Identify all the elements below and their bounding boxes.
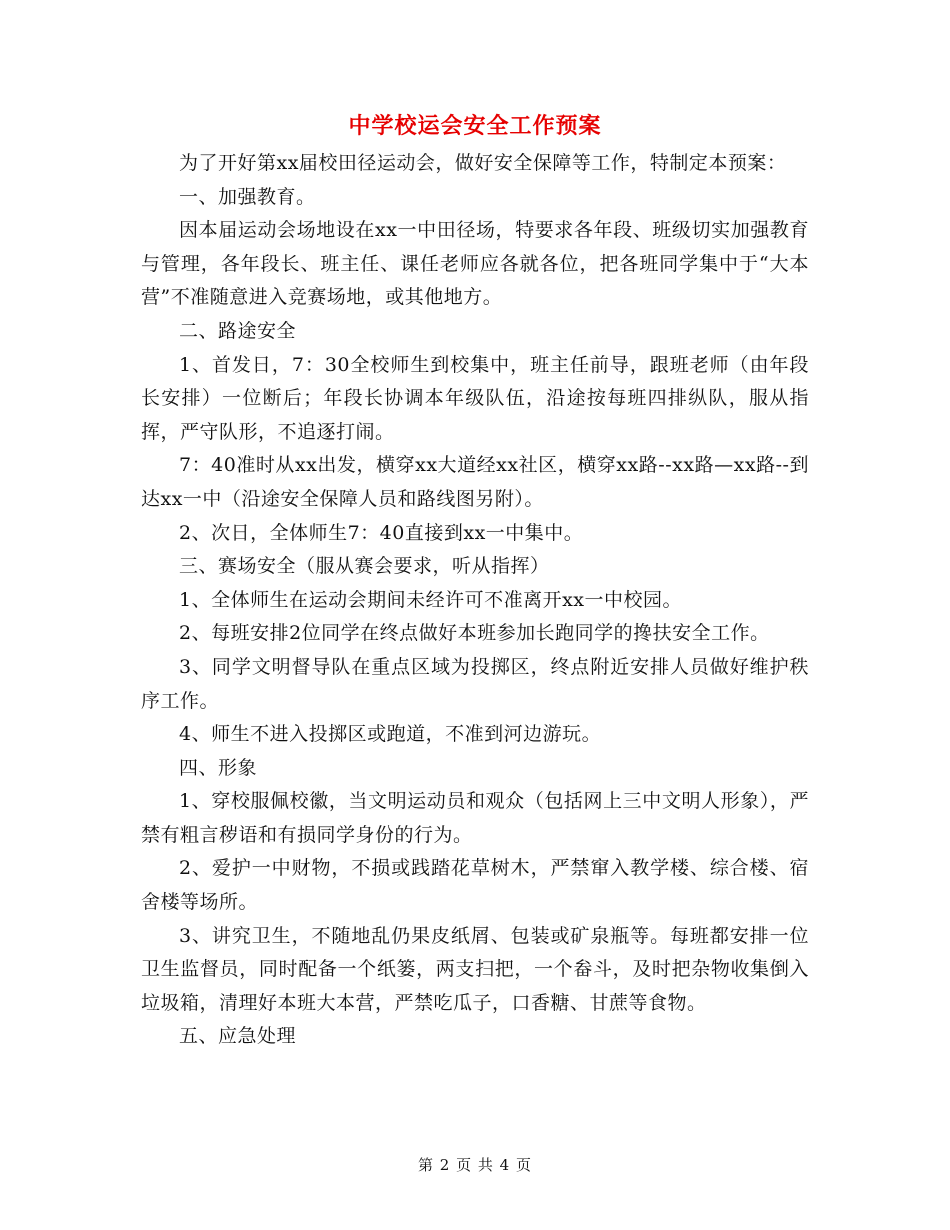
document-title: 中学校运会安全工作预案 <box>348 113 602 139</box>
paragraph-intro: 为了开好第xx届校田径运动会，做好安全保障等工作，特制定本预案： <box>179 152 787 174</box>
paragraph-image-1: 1、穿校服佩校徽，当文明运动员和观众（包括网上三中文明人形象），严禁有粗言秽语和有损同学身份的行为。 <box>141 790 809 846</box>
page-number-footer: 第 2 页 共 4 页 <box>418 1156 532 1174</box>
section-heading-venue-safety: 三、赛场安全（服从赛会要求，听从指挥） <box>179 555 550 578</box>
paragraph-venue-safety-1: 1、全体师生在运动会期间未经许可不准离开xx一中校园。 <box>179 588 683 611</box>
section-heading-emergency: 五、应急处理 <box>179 1025 297 1048</box>
paragraph-venue-safety-2: 2、每班安排2位同学在终点做好本班参加长跑同学的搀扶安全工作。 <box>179 622 770 645</box>
paragraph-venue-safety-4: 4、师生不进入投掷区或跑道，不准到河边游玩。 <box>179 723 602 746</box>
section-heading-road-safety: 二、路途安全 <box>179 319 297 342</box>
paragraph-education: 因本届运动会场地设在xx一中田径场，特要求各年段、班级切实加强教育与管理，各年段长、班主任、课任老师应各就各位，把各班同学集中于“大本营”不准随意进入竞赛场地，或其他地方。 <box>141 219 809 309</box>
section-heading-image: 四、形象 <box>179 756 258 779</box>
section-heading-education: 一、加强教育。 <box>179 185 316 208</box>
paragraph-image-3: 3、讲究卫生，不随地乱仍果皮纸屑、包装或矿泉瓶等。每班都安排一位卫生监督员，同时配备一个纸篓，两支扫把，一个畚斗，及时把杂物收集倒入垃圾箱，清理好本班大本营，严禁吃瓜子，口香糖、甘蔗等食物。 <box>141 924 809 1014</box>
document-body <box>141 147 809 1054</box>
paragraph-road-safety-1: 1、首发日，7：30全校师生到校集中，班主任前导，跟班老师（由年段长安排）一位断后；年段长协调本年级队伍，沿途按每班四排纵队，服从指挥，严守队形，不追逐打闹。 <box>141 353 809 443</box>
paragraph-venue-safety-3: 3、同学文明督导队在重点区域为投掷区，终点附近安排人员做好维护秩序工作。 <box>141 655 809 712</box>
paragraph-image-2: 2、爱护一中财物，不损或践踏花草树木，严禁窜入教学楼、综合楼、宿舍楼等场所。 <box>141 857 809 914</box>
paragraph-road-safety-2: 2、次日，全体师生7：40直接到xx一中集中。 <box>179 521 584 544</box>
paragraph-road-safety-route: 7：40准时从xx出发，横穿xx大道经xx社区，横穿xx路--xx路—xx路--到达xx一中（沿途安全保障人员和路线图另附）。 <box>141 454 809 510</box>
